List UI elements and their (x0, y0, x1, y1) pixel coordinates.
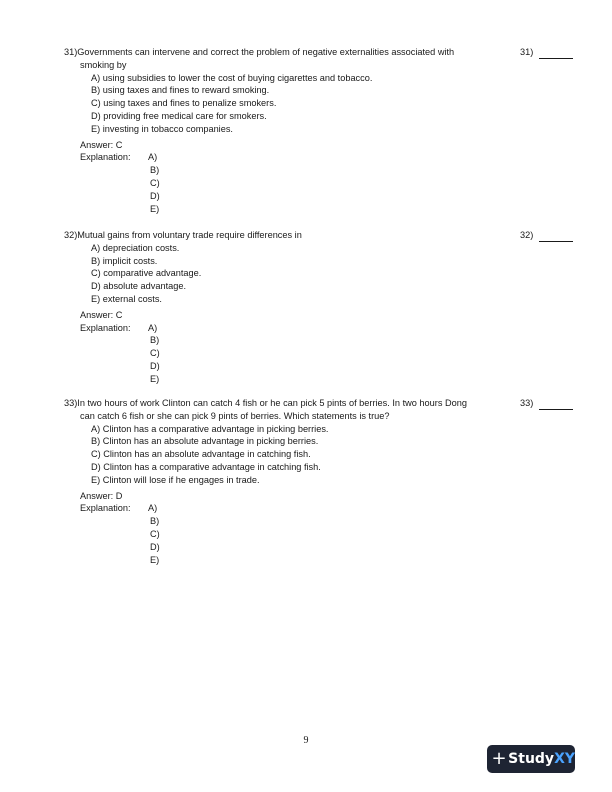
question-text-continued: smoking by (80, 59, 127, 70)
question-stem (64, 397, 534, 410)
explanation-letter: D) (150, 360, 160, 371)
explanation-letter: D) (150, 190, 160, 201)
answer-blank-line (539, 399, 573, 410)
explanation-letter: E) (150, 203, 160, 214)
explanation-label: Explanation: (80, 322, 131, 333)
choice-b: B) implicit costs. (91, 255, 158, 266)
answer-blank-label: 33) (520, 398, 534, 408)
choice-b: B) Clinton has an absolute advantage in picking berries. (91, 436, 319, 447)
question-number: 32) (64, 230, 78, 240)
explanation (64, 502, 534, 566)
question-stem (64, 46, 534, 59)
question-32 (64, 229, 534, 386)
choice-e: E) Clinton will lose if he engages in trade. (91, 474, 260, 485)
explanation-letter: E) (150, 554, 160, 565)
answer-blank-32[interactable] (520, 229, 573, 242)
explanation-letter: C) (150, 528, 160, 539)
choice-e: E) external costs. (91, 293, 162, 304)
question-text: In two hours of work Clinton can catch 4 fish or he can pick 5 pints of berries. In two hours Dong (77, 398, 467, 408)
choice-a: A) depreciation costs. (91, 242, 180, 253)
explanation-letter: B) (150, 335, 160, 346)
explanation (64, 322, 534, 386)
question-text: Mutual gains from voluntary trade require differences in (77, 230, 302, 240)
explanation-label: Explanation: (80, 503, 131, 514)
choice-c: C) Clinton has an absolute advantage in catching fish. (91, 449, 311, 460)
choice-e: E) investing in tobacco companies. (91, 123, 233, 134)
explanation-letter: D) (150, 541, 160, 552)
plus-icon: + (491, 747, 507, 769)
answer-blank-label: 32) (520, 230, 534, 240)
answer-blank-31[interactable] (520, 46, 573, 59)
answer-blank-33[interactable] (520, 397, 573, 410)
badge-text-accent: XY (554, 750, 575, 767)
answer-blank-label: 31) (520, 47, 534, 57)
explanation (64, 151, 534, 215)
choice-b: B) using taxes and fines to reward smoking. (91, 85, 270, 96)
choice-c: C) using taxes and fines to penalize smokers. (91, 98, 277, 109)
badge-text-main: Study (508, 750, 555, 767)
question-33 (64, 397, 534, 566)
choice-a: A) using subsidies to lower the cost of buying cigarettes and tobacco. (91, 72, 373, 83)
choice-d: D) Clinton has a comparative advantage in catching fish. (91, 461, 321, 472)
answer: Answer: C (80, 139, 123, 150)
explanation-letter: B) (150, 516, 160, 527)
answer-blank-line (539, 231, 573, 242)
question-number: 33) (64, 398, 78, 408)
page-number: 9 (303, 735, 309, 746)
choice-a: A) Clinton has a comparative advantage in picking berries. (91, 423, 329, 434)
explanation-letter: E) (150, 373, 160, 384)
studyxy-badge[interactable] (487, 745, 575, 773)
question-stem (64, 229, 534, 242)
explanation-label: Explanation: (80, 152, 131, 163)
answer: Answer: C (80, 309, 123, 320)
answer: Answer: D (80, 490, 123, 501)
question-number: 31) (64, 47, 78, 57)
explanation-letter: C) (150, 348, 160, 359)
choice-c: C) comparative advantage. (91, 268, 202, 279)
explanation-letter: A) (148, 322, 158, 333)
choice-d: D) absolute advantage. (91, 281, 187, 292)
answer-blank-line (539, 48, 573, 59)
explanation-letter: A) (148, 152, 158, 163)
explanation-letter: C) (150, 177, 160, 188)
question-text-continued: can catch 6 fish or she can pick 9 pints of berries. Which statements is true? (80, 410, 390, 421)
question-31 (64, 46, 534, 215)
choice-d: D) providing free medical care for smokers. (91, 110, 267, 121)
explanation-letter: B) (150, 165, 160, 176)
question-text: Governments can intervene and correct the problem of negative externalities associated with (77, 47, 455, 57)
explanation-letter: A) (148, 503, 158, 514)
